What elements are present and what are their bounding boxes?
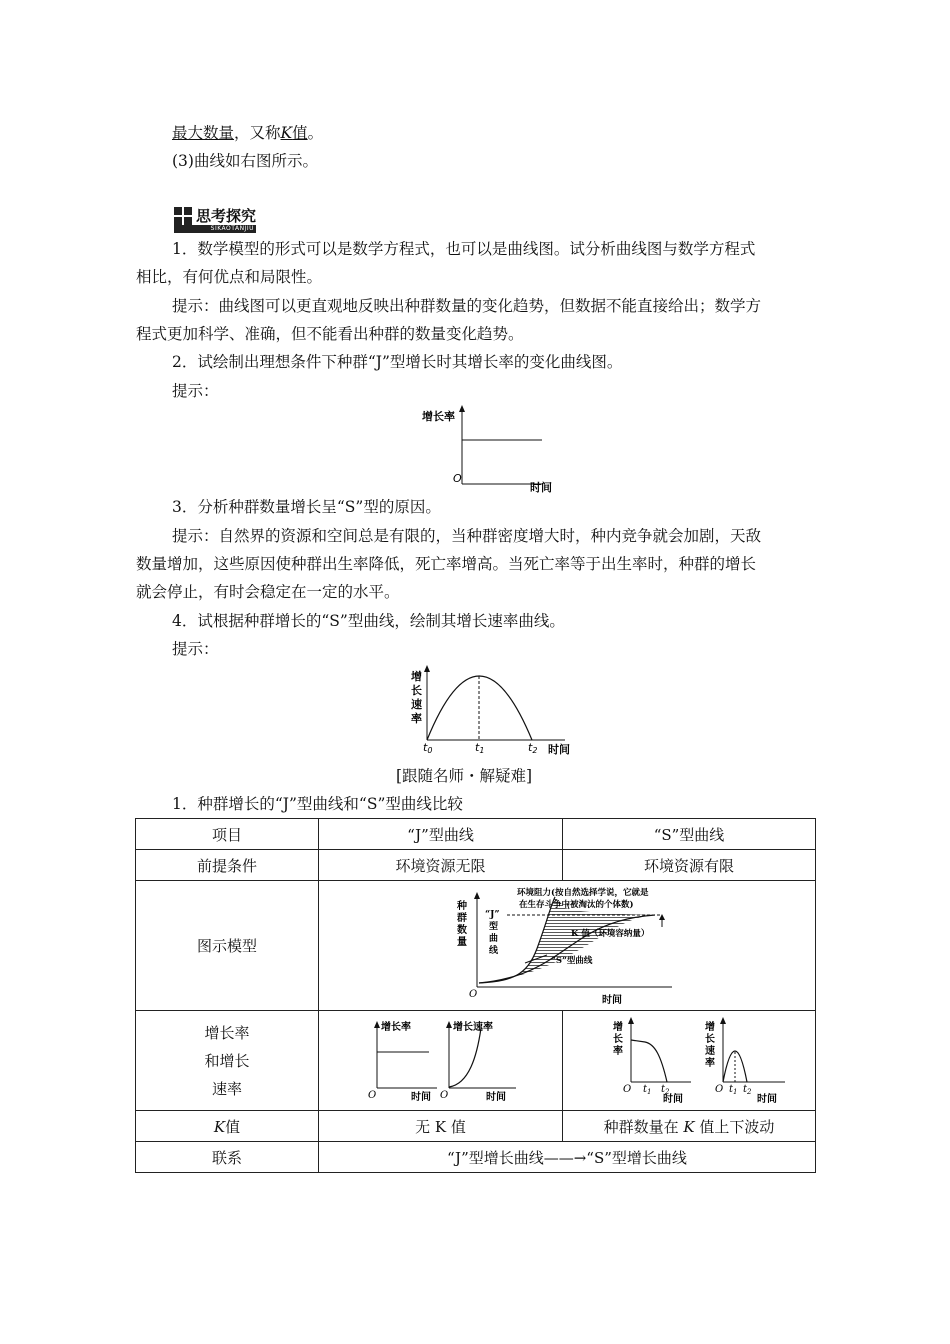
- origin-label: O: [623, 1083, 632, 1095]
- s-rate-label-3: 率: [613, 1045, 623, 1057]
- rate-s-cell: [563, 1011, 816, 1111]
- y-axis-arrow: [720, 1017, 726, 1024]
- k-label: [136, 1111, 319, 1142]
- t2-label: t2: [528, 741, 538, 755]
- origin-label: O: [469, 988, 478, 1000]
- j-speed-curve: [449, 1028, 481, 1087]
- resistance-note-2: 在生存斗争中被淘汰的个体数): [519, 899, 634, 910]
- s-rate-curve: [631, 1040, 667, 1082]
- s-speed-label-4: 率: [705, 1057, 715, 1069]
- y-axis-arrow: [459, 405, 465, 412]
- rate-label-3: 速率: [211, 1079, 242, 1098]
- s-curve-note: “S”型曲线: [551, 955, 593, 966]
- k-symbol: K: [683, 1117, 695, 1136]
- j-rate-label: 增长率: [380, 1021, 411, 1033]
- t1-label: t1: [475, 741, 485, 755]
- premise-j: 环境资源无限: [319, 850, 563, 881]
- growth-speed-chart: [405, 664, 580, 758]
- y-axis-arrow: [424, 665, 430, 672]
- t1-label: $t_1$: [643, 1083, 652, 1096]
- q1-line-1: 1．数学模型的形式可以是数学方程式，也可以是曲线图。试分析曲线图与数学方程式: [172, 240, 756, 258]
- j-label-1: “J”: [485, 909, 500, 920]
- j-rate-charts: [321, 1016, 561, 1106]
- term-max-number: 最大数量: [172, 124, 235, 142]
- header-item: 项目: [136, 819, 319, 850]
- j-label-3: 曲: [489, 933, 499, 944]
- y-label-2: 长: [411, 684, 422, 697]
- rate-label-2: 和增长: [204, 1051, 250, 1070]
- table-row: [136, 1111, 816, 1142]
- header-j: “J”型曲线: [319, 819, 563, 850]
- s-rate-label-2: 长: [613, 1033, 623, 1045]
- rate-label: [136, 1011, 319, 1111]
- t1-label: $t_1$: [729, 1083, 738, 1096]
- y-label-3: 速: [411, 698, 422, 711]
- table-row: [136, 850, 816, 881]
- model-xlabel: 时间: [602, 994, 622, 1006]
- model-diagram-cell: [319, 881, 816, 1011]
- resistance-note-1: 环境阻力(按自然选择学说，它就是: [517, 887, 649, 898]
- s-speed-label-2: 长: [705, 1033, 715, 1045]
- k-j: 无 K 值: [319, 1111, 563, 1142]
- s-rate-label-1: 增: [613, 1021, 623, 1033]
- y-axis-arrow: [374, 1021, 380, 1028]
- model-ylabel-3: 数: [457, 924, 467, 936]
- table-row: [136, 819, 816, 850]
- y-label: 增长率: [422, 410, 455, 423]
- q1-line-2: 相比，有何优点和局限性。: [136, 268, 323, 286]
- model-ylabel-2: 群: [457, 912, 467, 924]
- y-axis-arrow: [628, 1017, 634, 1024]
- table-row: [136, 1011, 816, 1111]
- y-label-1: 增: [411, 670, 422, 683]
- teacher-heading: [跟随名师・解疑难]: [396, 767, 533, 785]
- t2-label: $t_2$: [661, 1083, 670, 1096]
- rate-label-1: 增长率: [204, 1023, 250, 1042]
- link-label: 联系: [136, 1142, 319, 1173]
- y-axis-arrow: [474, 892, 480, 899]
- origin-label: O: [453, 472, 462, 485]
- q1-hint-2: 程式更加科学、准确，但不能看出种群的数量变化趋势。: [136, 325, 524, 343]
- intro-text: ，又称: [234, 124, 281, 142]
- q3-hint-1: 提示：自然界的资源和空间总是有限的，当种群密度增大时，种内竞争就会加剧，天敌: [172, 527, 762, 545]
- j-label-2: 型: [489, 921, 499, 932]
- header-s: “S”型曲线: [563, 819, 816, 850]
- k-symbol: K: [280, 124, 293, 142]
- k-value-note: K 值（环境容纳量）: [571, 928, 650, 939]
- intro-period: 。: [307, 124, 324, 142]
- t0-label: t0: [423, 741, 433, 755]
- q2-hint: 提示：: [172, 382, 219, 400]
- intro-line-1: [172, 122, 323, 144]
- t2-label: $t_2$: [743, 1083, 752, 1096]
- k-s-text-b: 值上下波动: [694, 1117, 775, 1136]
- section-title: 思考探究: [196, 207, 257, 225]
- intro-line-2: (3)曲线如右图所示。: [172, 152, 318, 170]
- x-label: 时间: [485, 1091, 506, 1103]
- model-ylabel-4: 量: [457, 936, 467, 948]
- grid-icon: [174, 207, 192, 225]
- x-label: 时间: [530, 481, 552, 494]
- k-value-term: 值: [292, 124, 308, 142]
- x-label: 时间: [410, 1091, 431, 1103]
- compare-title: 1．种群增长的“J”型曲线和“S”型曲线比较: [172, 795, 463, 813]
- section-subtitle: SIKAOTANJIU: [174, 225, 256, 233]
- model-label: 图示模型: [136, 881, 319, 1011]
- origin-label: O: [439, 1089, 448, 1101]
- q3-hint-2: 数量增加，这些原因使种群出生率降低，死亡率增高。当死亡率等于出生率时，种群的增长: [136, 555, 757, 573]
- k-s: [563, 1111, 816, 1142]
- q1-hint-1: 提示：曲线图可以更直观地反映出种群数量的变化趋势，但数据不能直接给出；数学方: [172, 297, 762, 315]
- premise-label: 前提条件: [136, 850, 319, 881]
- q2-line-1: 2．试绘制出理想条件下种群“J”型增长时其增长率的变化曲线图。: [172, 353, 623, 371]
- link-text: “J”型增长曲线——→“S”型增长曲线: [319, 1142, 816, 1173]
- s-speed-label-1: 增: [705, 1021, 715, 1033]
- j-label-4: 线: [489, 945, 499, 956]
- q4-hint: 提示：: [172, 640, 219, 658]
- premise-s: 环境资源有限: [563, 850, 816, 881]
- table-row: [136, 881, 816, 1011]
- s-rate-charts: [563, 1016, 815, 1106]
- k-symbol: K: [213, 1117, 226, 1136]
- origin-label: O: [715, 1083, 724, 1095]
- q3-line-1: 3．分析种群数量增长呈“S”型的原因。: [172, 498, 441, 516]
- rate-j-cell: [319, 1011, 563, 1111]
- y-label-4: 率: [411, 712, 422, 725]
- j-speed-label: 增长速率: [452, 1021, 493, 1033]
- js-curve-diagram: [447, 883, 687, 1009]
- x-label: 时间: [757, 1093, 777, 1105]
- comparison-table: [135, 818, 816, 1173]
- s-speed-label-3: 速: [705, 1045, 715, 1057]
- growth-rate-chart: [420, 402, 560, 494]
- table-row: [136, 1142, 816, 1173]
- origin-label: O: [367, 1089, 376, 1101]
- x-label: 时间: [663, 1093, 683, 1105]
- k-s-text-a: 种群数量在: [603, 1117, 684, 1136]
- q4-line-1: 4．试根据种群增长的“S”型曲线，绘制其增长速率曲线。: [172, 612, 565, 630]
- q3-hint-3: 就会停止，有时会稳定在一定的水平。: [136, 583, 400, 601]
- y-axis-arrow: [446, 1021, 452, 1028]
- k-label-text: 值: [225, 1117, 241, 1136]
- model-ylabel-1: 种: [457, 900, 467, 912]
- x-label: 时间: [548, 743, 570, 756]
